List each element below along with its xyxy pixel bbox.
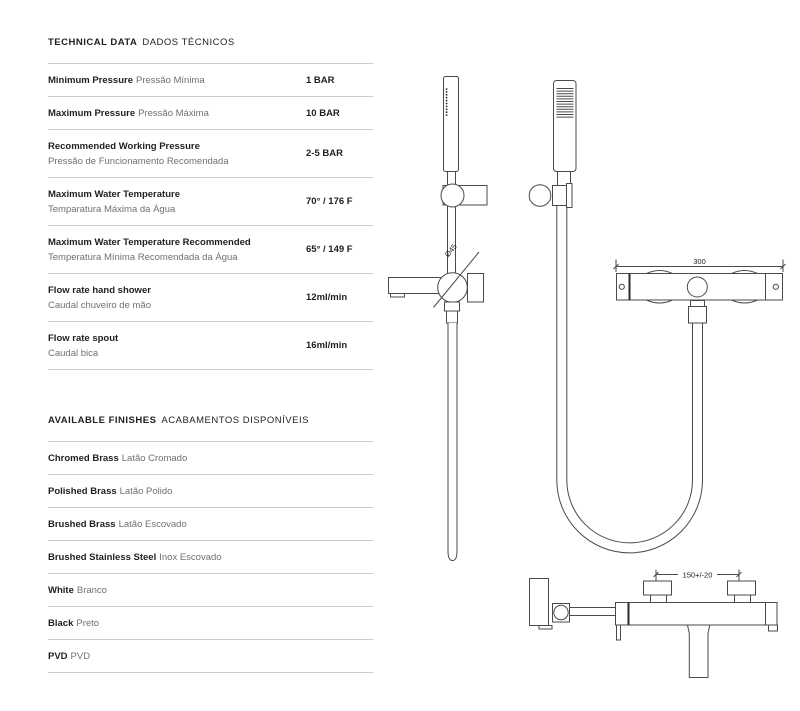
row-label-en: Flow rate hand shower (48, 285, 151, 296)
row-label-en: Maximum Water Temperature Recommended (48, 237, 251, 248)
available-finishes-heading (48, 414, 373, 428)
finish-row (48, 475, 373, 508)
technical-data-heading (48, 36, 373, 50)
finish-row (48, 574, 373, 607)
finish-label-en: Chromed Brass (48, 453, 119, 464)
row-value: 2-5 BAR (306, 148, 343, 159)
row-value: 70° / 176 F (306, 196, 353, 207)
spout-diameter-label: Ø45 (442, 242, 459, 259)
finish-label-pt: Latão Escovado (118, 519, 187, 530)
inlet-distance-dimension-label: 150+/-20 (682, 570, 713, 580)
available-finishes-table (48, 441, 373, 673)
valve-side-view-drawing (530, 570, 778, 678)
finish-label-en: Black (48, 618, 74, 629)
finish-label-en: White (48, 585, 74, 596)
finish-label-pt: Inox Escovado (159, 552, 222, 563)
side-view-drawing (389, 77, 488, 561)
bar-width-dimension-label: 300 (693, 257, 706, 266)
technical-data-title-pt: DADOS TÉCNICOS (142, 37, 235, 48)
finish-label-en: Brushed Brass (48, 519, 116, 530)
table-row (48, 97, 373, 130)
available-finishes-title-pt: ACABAMENTOS DISPONÍVEIS (161, 415, 309, 426)
table-row (48, 274, 373, 322)
finish-label-en: PVD (48, 651, 68, 662)
row-label-pt: Caudal bica (48, 348, 99, 359)
row-label-en: Recommended Working Pressure (48, 141, 200, 152)
table-row (48, 64, 373, 97)
finish-row (48, 508, 373, 541)
row-label-pt: Caudal chuveiro de mão (48, 300, 151, 311)
spec-column (48, 0, 373, 673)
finish-label-pt: PVD (70, 651, 91, 662)
row-label-en: Maximum Pressure (48, 108, 136, 119)
finish-row (48, 640, 373, 673)
table-row (48, 226, 373, 274)
row-label-pt: Pressão Máxima (138, 108, 209, 119)
available-finishes-title-en: AVAILABLE FINISHES (48, 415, 157, 426)
finish-label-en: Polished Brass (48, 486, 117, 497)
row-label-en: Flow rate spout (48, 333, 119, 344)
row-label-pt: Temparatura Máxima da Água (48, 204, 176, 215)
table-row (48, 178, 373, 226)
finish-row (48, 607, 373, 640)
row-value: 12ml/min (306, 292, 348, 303)
row-label-en: Maximum Water Temperature (48, 189, 180, 200)
row-value: 65° / 149 F (306, 244, 353, 255)
front-view-drawing (529, 81, 702, 553)
row-value: 1 BAR (306, 74, 335, 86)
finish-row (48, 541, 373, 574)
row-label-en: Minimum Pressure (48, 75, 133, 86)
row-value: 16ml/min (306, 340, 348, 351)
bar-valve-front-drawing (614, 257, 786, 323)
row-label-pt: Pressão Mínima (136, 75, 205, 86)
table-row (48, 130, 373, 178)
finish-label-pt: Preto (76, 618, 100, 629)
finish-label-pt: Branco (76, 585, 107, 596)
row-label-pt: Temperatura Mínima Recomendada da Água (48, 252, 238, 263)
technical-data-title-en: TECHNICAL DATA (48, 37, 138, 48)
row-value: 10 BAR (306, 107, 340, 119)
table-row (48, 322, 373, 370)
technical-drawings-svg (385, 60, 795, 710)
finish-label-pt: Latão Cromado (121, 453, 188, 464)
finish-label-en: Brushed Stainless Steel (48, 552, 157, 563)
finish-label-pt: Latão Polido (119, 486, 173, 497)
finish-row (48, 442, 373, 475)
technical-data-table (48, 63, 373, 370)
row-label-pt: Pressão de Funcionamento Recomendada (48, 156, 229, 167)
technical-drawings (385, 60, 795, 710)
